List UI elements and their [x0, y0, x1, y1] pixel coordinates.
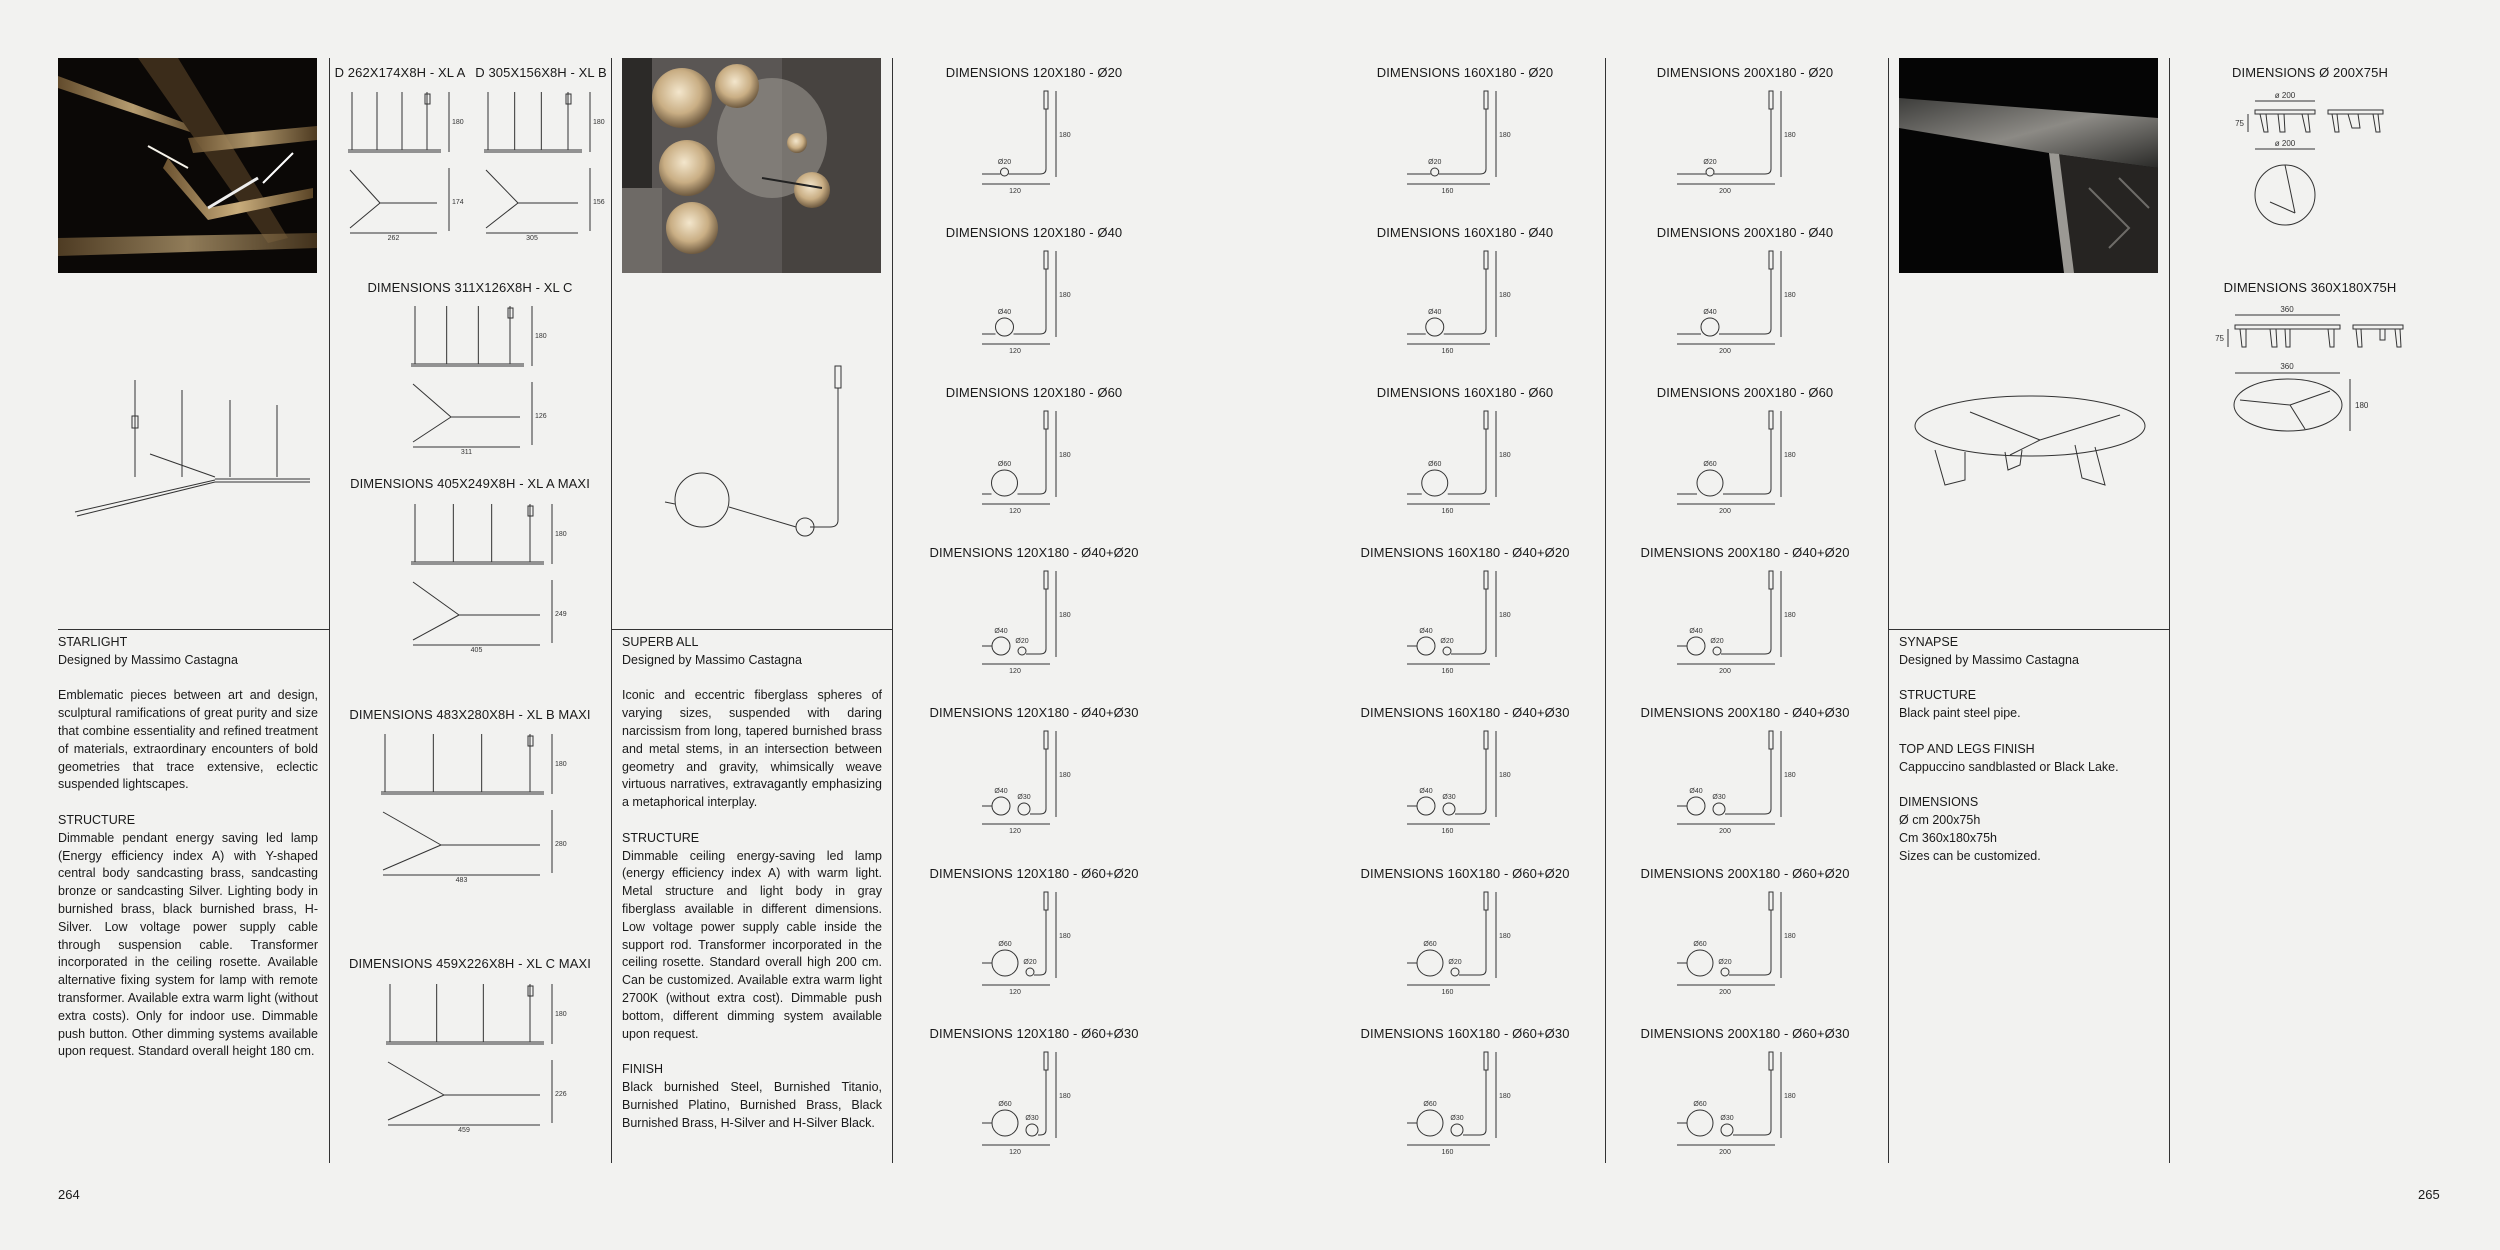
superball-dim-label: DIMENSIONS 160X180 - Ø40 [1376, 225, 1554, 240]
column-divider [329, 58, 330, 1163]
superball-dim-drawing [980, 407, 1080, 517]
superball-dim-drawing [1675, 727, 1805, 837]
starlight-photo-illustration [58, 58, 317, 273]
starlight-dim-label: D 262X174X8H - XL A [334, 65, 466, 80]
superball-text [622, 634, 882, 1132]
synapse-text [1899, 634, 2159, 865]
superball-dim-height: 180 [1059, 772, 1071, 779]
synapse-table-drawing [1910, 390, 2150, 510]
superball-dim-drawing [980, 1048, 1080, 1158]
superball-dim-label: DIMENSIONS 120X180 - Ø40+Ø30 [929, 705, 1139, 720]
synapse-oval-height: 75 [2215, 334, 2224, 343]
starlight-dim-depth: 249 [555, 611, 567, 618]
superball-dim-width: 120 [1009, 508, 1021, 515]
starlight-dim-height: 180 [452, 119, 464, 126]
superball-dim-width: 200 [1719, 989, 1731, 996]
superball-dim-width: 160 [1441, 1149, 1454, 1156]
superball-dim-height: 180 [1499, 132, 1511, 139]
superball-dim-height: 180 [1059, 612, 1071, 619]
starlight-text [58, 634, 318, 1061]
superball-ball-label: Ø40 [1703, 309, 1717, 316]
superball-title: SUPERB ALL [622, 635, 699, 649]
superball-ball-label: Ø60 [998, 941, 1012, 948]
superball-dim-label: DIMENSIONS 120X180 - Ø60+Ø30 [929, 1026, 1139, 1041]
superball-ball-label: Ø60 [998, 1101, 1012, 1108]
starlight-dim-label: DIMENSIONS 483X280X8H - XL B MAXI [349, 707, 591, 722]
starlight-dim-depth: 280 [555, 841, 567, 848]
superball-dim-width: 200 [1719, 1149, 1731, 1156]
starlight-dim-width: 483 [455, 877, 468, 884]
superball-designer: Designed by Massimo Castagna [622, 652, 802, 667]
superball-dim-width: 160 [1441, 508, 1454, 515]
starlight-dim-depth: 174 [452, 199, 464, 206]
superball-dim-height: 180 [1784, 132, 1796, 139]
synapse-dims-line: Cm 360x180x75h [1899, 830, 1997, 845]
superball-dim-width: 200 [1719, 348, 1731, 355]
superball-dim-drawing [1675, 247, 1805, 357]
superball-dim-drawing [1405, 87, 1520, 197]
superball-dim-label: DIMENSIONS 120X180 - Ø40 [945, 225, 1123, 240]
synapse-oval-drawing [2215, 305, 2410, 435]
superball-dim-width: 120 [1009, 668, 1021, 675]
starlight-dim-drawing [405, 302, 550, 456]
superball-dim-height: 180 [1499, 612, 1511, 619]
starlight-dim-drawing [380, 980, 570, 1134]
superball-dim-width: 160 [1441, 828, 1454, 835]
superball-ball-label: Ø20 [1448, 959, 1462, 966]
superball-dim-width: 120 [1009, 188, 1021, 195]
superball-ball-label: Ø40 [997, 309, 1012, 316]
superball-dim-width: 120 [1009, 348, 1021, 355]
superball-dim-label: DIMENSIONS 200X180 - Ø60+Ø20 [1640, 866, 1850, 881]
superball-ball-label: Ø40 [994, 788, 1008, 795]
starlight-dim-width: 405 [470, 647, 483, 654]
starlight-dim-label: DIMENSIONS 405X249X8H - XL A MAXI [350, 476, 590, 491]
starlight-dim-drawing [478, 88, 608, 242]
superball-dim-height: 180 [1784, 452, 1796, 459]
superball-dim-drawing [980, 247, 1080, 357]
starlight-dim-depth: 226 [555, 1091, 567, 1098]
starlight-structure: Dimmable pendant energy saving led lamp (Energy efficiency index A) with Y-shaped central body sandcasting brass, sandcasting bronze or sandcasting Silver. Lighting body in burnished brass, black burnished brass, H-Silver. Low voltage power supply cable through suspension cable. Transformer incorporated in the ceiling rosette. Available alternative fixing system for lamp with remote transformer. Available extra warm light (without extra costs). Only for indoor use. Dimmable push button. Other dimming systems available upon request. Standard overall height 180 cm. [58, 830, 318, 1059]
superball-ball-label: Ø40 [994, 628, 1008, 635]
superball-dim-height: 180 [1499, 933, 1511, 940]
column-divider [2169, 58, 2170, 1163]
starlight-designer: Designed by Massimo Castagna [58, 652, 238, 667]
superball-dim-height: 180 [1499, 1093, 1511, 1100]
column-divider [1605, 58, 1606, 1163]
superball-dim-width: 120 [1009, 1149, 1021, 1156]
synapse-structure: Black paint steel pipe. [1899, 706, 2021, 721]
superball-ball-label: Ø30 [1712, 794, 1726, 801]
superball-ball-label: Ø60 [1693, 941, 1707, 948]
superball-dim-label: DIMENSIONS 120X180 - Ø40+Ø20 [929, 545, 1139, 560]
column-divider [1888, 58, 1889, 1163]
synapse-designer: Designed by Massimo Castagna [1899, 652, 2079, 667]
superball-ball-label: Ø20 [1703, 159, 1717, 166]
page-number-left: 264 [58, 1187, 80, 1202]
superball-dim-drawing [980, 727, 1080, 837]
superball-dim-label: DIMENSIONS 200X180 - Ø60 [1656, 385, 1834, 400]
superball-dim-drawing [980, 567, 1080, 677]
superball-dim-drawing [1405, 888, 1520, 998]
column-divider [611, 58, 612, 1163]
superball-dim-drawing [1675, 407, 1805, 517]
superball-dim-label: DIMENSIONS 160X180 - Ø20 [1376, 65, 1554, 80]
starlight-lamp-drawing [65, 380, 315, 530]
superball-dim-drawing [1675, 567, 1805, 677]
superball-dim-label: DIMENSIONS 200X180 - Ø40+Ø30 [1640, 705, 1850, 720]
synapse-structure-heading: STRUCTURE [1899, 688, 1977, 703]
synapse-round-label: DIMENSIONS Ø 200X75H [2232, 65, 2388, 80]
starlight-dim-label: DIMENSIONS 459X226X8H - XL C MAXI [349, 956, 591, 971]
synapse-photo-illustration [1899, 58, 2158, 273]
superball-photo-illustration [622, 58, 881, 273]
superball-ball-label: Ø20 [1710, 638, 1724, 645]
superball-dim-width: 200 [1719, 188, 1731, 195]
synapse-oval-depth: 180 [2355, 401, 2369, 410]
synapse-dims-heading: DIMENSIONS [1899, 795, 1979, 810]
superball-dim-label: DIMENSIONS 120X180 - Ø20 [945, 65, 1123, 80]
synapse-round-diam-top: ø 200 [2274, 91, 2296, 100]
starlight-dim-height: 180 [535, 333, 547, 340]
superball-photo [622, 58, 881, 273]
superball-dim-drawing [980, 888, 1080, 998]
superball-dim-width: 200 [1719, 668, 1731, 675]
superball-ball-label: Ø30 [1025, 1115, 1039, 1122]
synapse-dims-line: Sizes can be customized. [1899, 848, 2041, 863]
superball-dim-label: DIMENSIONS 200X180 - Ø40 [1656, 225, 1834, 240]
superball-dim-drawing [1405, 407, 1520, 517]
superball-dim-drawing [1675, 888, 1805, 998]
superball-dim-label: DIMENSIONS 200X180 - Ø40+Ø20 [1640, 545, 1850, 560]
superball-ball-label: Ø30 [1450, 1115, 1464, 1122]
superball-dim-label: DIMENSIONS 160X180 - Ø40+Ø30 [1360, 705, 1570, 720]
starlight-dim-depth: 156 [593, 199, 605, 206]
synapse-oval-length-top: 360 [2280, 305, 2294, 314]
starlight-dim-width: 311 [460, 449, 473, 456]
superball-dim-label: DIMENSIONS 160X180 - Ø60+Ø20 [1360, 866, 1570, 881]
synapse-title: SYNAPSE [1899, 635, 1959, 649]
superball-ball-label: Ø60 [1693, 1101, 1707, 1108]
superball-dim-width: 160 [1441, 989, 1454, 996]
superball-dim-label: DIMENSIONS 200X180 - Ø60+Ø30 [1640, 1026, 1850, 1041]
superball-dim-width: 200 [1719, 508, 1731, 515]
superball-dim-height: 180 [1784, 612, 1796, 619]
superball-dim-height: 180 [1059, 933, 1071, 940]
superball-dim-height: 180 [1499, 452, 1511, 459]
synapse-dims-line: Ø cm 200x75h [1899, 812, 1981, 827]
superball-ball-label: Ø20 [1023, 959, 1037, 966]
superball-dim-drawing [1405, 247, 1520, 357]
superball-ball-label: Ø40 [1689, 628, 1703, 635]
superball-dim-height: 180 [1784, 933, 1796, 940]
superball-finish: Black burnished Steel, Burnished Titanio, Burnished Platino, Burnished Brass, Black Burnished Brass, H-Silver and H-Silver Black. [622, 1079, 882, 1130]
column-divider [892, 58, 893, 1163]
starlight-photo [58, 58, 317, 273]
superball-dim-drawing [1405, 567, 1520, 677]
section-rule [611, 629, 892, 630]
superball-dim-width: 120 [1009, 989, 1021, 996]
superball-dim-label: DIMENSIONS 160X180 - Ø60 [1376, 385, 1554, 400]
superball-ball-label: Ø40 [1689, 788, 1703, 795]
superball-dim-drawing [1405, 727, 1520, 837]
superball-ball-label: Ø60 [1428, 461, 1442, 468]
superball-ball-label: Ø20 [1718, 959, 1732, 966]
synapse-round-diam-plan: ø 200 [2274, 139, 2296, 148]
synapse-round-drawing [2235, 90, 2390, 230]
superball-dim-height: 180 [1499, 772, 1511, 779]
superball-dim-height: 180 [1784, 772, 1796, 779]
superball-ball-label: Ø30 [1442, 794, 1456, 801]
synapse-finish-heading: TOP AND LEGS FINISH [1899, 741, 2035, 756]
starlight-dim-drawing [342, 88, 467, 242]
starlight-dim-drawing [375, 730, 570, 884]
section-rule [1888, 629, 2169, 630]
starlight-dim-height: 180 [555, 531, 567, 538]
superball-dim-label: DIMENSIONS 120X180 - Ø60+Ø20 [929, 866, 1139, 881]
superball-dim-width: 160 [1441, 188, 1454, 195]
superball-ball-label: Ø60 [997, 461, 1012, 468]
superball-structure: Dimmable ceiling energy-saving led lamp (energy efficiency index A) with warm light. Metal structure and light body in gray fiberglass available in different dimensions. Low voltage power supply cable inside the support rod. Transformer incorporated in the ceiling rosette. Standard overall high 200 cm. Can be customized. Available extra warm light 2700K (without extra cost). Dimmable push bottom, different dimming system available upon request. [622, 848, 882, 1041]
starlight-dim-height: 180 [555, 761, 567, 768]
superball-dim-width: 160 [1441, 348, 1454, 355]
superball-ball-label: Ø30 [1720, 1115, 1734, 1122]
superball-ball-label: Ø20 [1428, 159, 1442, 166]
starlight-dim-label: D 305X156X8H - XL B [475, 65, 607, 80]
superball-dim-label: DIMENSIONS 160X180 - Ø40+Ø20 [1360, 545, 1570, 560]
superball-ball-label: Ø60 [1423, 941, 1437, 948]
superball-dim-drawing [1405, 1048, 1520, 1158]
starlight-dim-width: 459 [458, 1127, 470, 1134]
superball-ball-label: Ø40 [1419, 628, 1433, 635]
superball-dim-height: 180 [1499, 292, 1511, 299]
superball-ball-label: Ø60 [1423, 1101, 1437, 1108]
superball-dim-height: 180 [1059, 452, 1071, 459]
synapse-finish: Cappuccino sandblasted or Black Lake. [1899, 759, 2119, 774]
synapse-oval-label: DIMENSIONS 360X180X75H [2223, 280, 2397, 295]
superball-ball-label: Ø40 [1419, 788, 1433, 795]
section-rule [58, 629, 329, 630]
starlight-dim-label: DIMENSIONS 311X126X8H - XL C [367, 280, 573, 295]
superball-ball-label: Ø30 [1017, 794, 1031, 801]
synapse-round-height: 75 [2235, 119, 2244, 128]
superball-dim-drawing [980, 87, 1080, 197]
superball-dim-label: DIMENSIONS 160X180 - Ø60+Ø30 [1360, 1026, 1570, 1041]
starlight-dim-height: 180 [593, 119, 605, 126]
superball-dim-label: DIMENSIONS 120X180 - Ø60 [945, 385, 1123, 400]
superball-dim-height: 180 [1784, 1093, 1796, 1100]
superball-ball-label: Ø40 [1428, 309, 1442, 316]
starlight-structure-heading: STRUCTURE [58, 812, 136, 827]
superball-dim-drawing [1675, 87, 1805, 197]
superball-dim-height: 180 [1059, 292, 1071, 299]
superball-finish-heading: FINISH [622, 1062, 663, 1077]
starlight-dim-width: 262 [387, 235, 400, 242]
starlight-dim-width: 305 [526, 235, 538, 242]
synapse-oval-length-plan: 360 [2280, 362, 2294, 371]
superball-dim-width: 200 [1719, 828, 1731, 835]
superball-ball-label: Ø60 [1703, 461, 1717, 468]
superball-ball-label: Ø20 [997, 159, 1012, 166]
starlight-description: Emblematic pieces between art and design, sculptural ramifications of great purity and size that combine essentiality and refined treatment of materials, extraordinary encounters of bold geometries that trace extensive, eclectic suspended lightscapes. [58, 688, 318, 792]
page-number-right: 265 [2418, 1187, 2440, 1202]
superball-dim-height: 180 [1059, 1093, 1071, 1100]
superball-ball-label: Ø20 [1015, 638, 1029, 645]
starlight-title: STARLIGHT [58, 635, 128, 649]
starlight-dim-depth: 126 [535, 413, 547, 420]
superball-ball-label: Ø20 [1440, 638, 1454, 645]
superball-dim-width: 160 [1441, 668, 1454, 675]
superball-structure-heading: STRUCTURE [622, 830, 700, 845]
superball-dim-height: 180 [1784, 292, 1796, 299]
superball-dim-width: 120 [1009, 828, 1021, 835]
superball-dim-drawing [1675, 1048, 1805, 1158]
superball-dim-label: DIMENSIONS 200X180 - Ø20 [1656, 65, 1834, 80]
superball-lamp-drawing [660, 362, 850, 542]
starlight-dim-drawing [405, 500, 570, 654]
starlight-dim-height: 180 [555, 1011, 567, 1018]
superball-description: Iconic and eccentric fiberglass spheres of varying sizes, suspended with daring narcissism from long, tapered burnished brass and metal stems, in an intersection between geometry and gravity, whimsically weave virtuous narratives, extravagantly emphasizing a metaphorical interplay. [622, 688, 882, 810]
synapse-photo [1899, 58, 2158, 273]
superball-dim-height: 180 [1059, 132, 1071, 139]
